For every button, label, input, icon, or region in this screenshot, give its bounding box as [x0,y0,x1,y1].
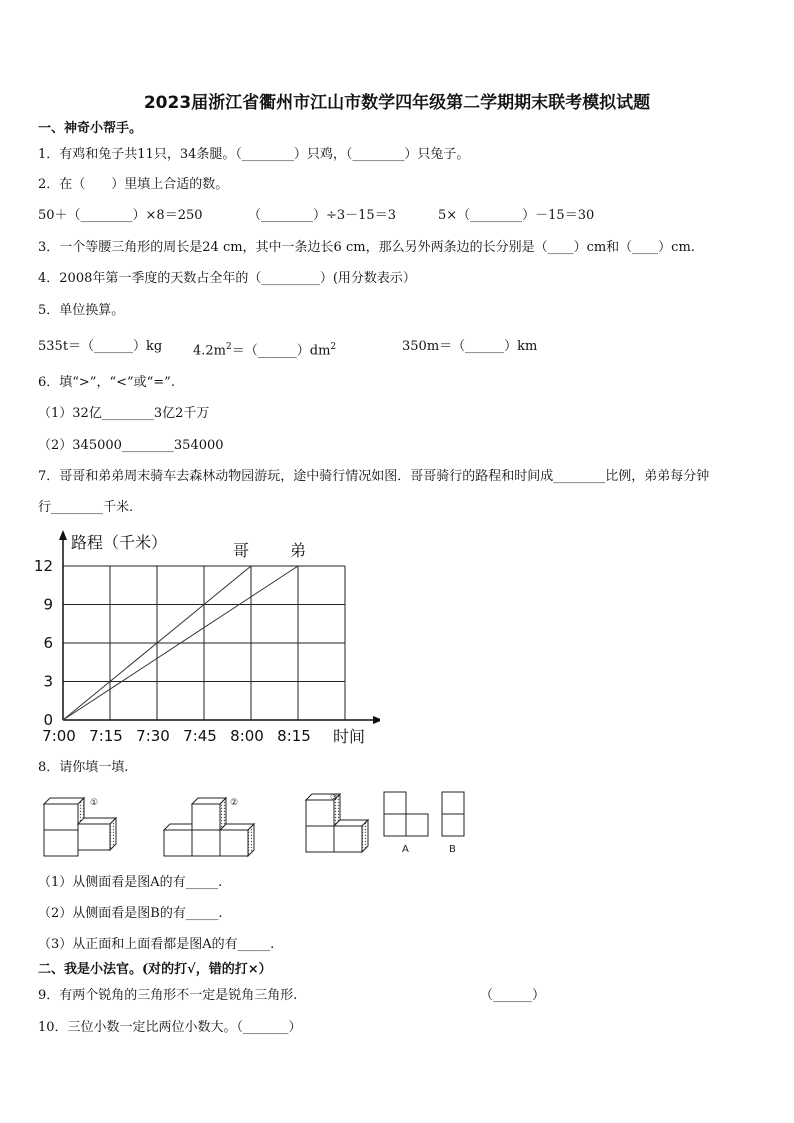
x-tick-label: 8:15 [277,727,311,745]
question-7-line1: 7．哥哥和弟弟周末骑车去森林动物园游玩，途中骑行情况如图．哥哥骑行的路程和时间成________比例，弟弟每分钟 [38,469,710,484]
x-tick-label: 7:45 [183,727,217,745]
question-6b: （2）345000________354000 [38,438,224,453]
figure-2-label: ② [230,798,239,808]
y-tick-label: 6 [43,634,53,652]
question-8-1: （1）从侧面看是图A的有_____. [38,875,223,890]
section-1-heading: 一、神奇小帮手。 [38,121,143,136]
question-8: 8．请你填一填. [38,760,129,775]
question-9: 9．有两个锐角的三角形不一定是锐角三角形. [38,988,298,1003]
y-axis-label: 路程（千米） [71,533,168,552]
view-A-label: A [402,844,409,855]
y-tick-label: 0 [43,711,53,729]
view-A [384,792,428,855]
series-label-2: 弟 [290,541,309,560]
question-3: 3．一个等腰三角形的周长是24 cm，其中一条边长6 cm，那么另外两条边的长分别是（____）cm和（____）cm. [38,240,695,255]
question-2c: 5×（________）－15＝30 [438,208,595,223]
y-tick-label: 3 [43,672,53,691]
cube-figure-1 [44,798,116,856]
question-5a: 535t＝（______）kg [38,339,163,354]
distance-time-chart [30,526,380,750]
x-tick-label: 7:15 [89,727,123,745]
figure-3-label: ③ [330,793,339,803]
question-4: 4．2008年第一季度的天数占全年的（_________）(用分数表示） [38,271,416,286]
question-5b-mid: ＝（______）dm [231,343,331,359]
cube-views-figure [40,786,480,862]
question-7-line2: 行________千米. [38,500,134,515]
y-tick-label: 12 [33,557,53,575]
question-5c: 350m＝（______）km [402,339,538,354]
question-5: 5．单位换算。 [38,303,125,318]
y-tick-label: 9 [43,595,53,614]
y-axis-arrow [59,530,67,540]
x-axis-label: 时间 [333,727,366,746]
x-axis-arrow [373,716,380,724]
question-6: 6．填“>”，“<”或“=”. [38,375,175,390]
view-B [442,792,464,855]
question-8-3: （3）从正面和上面看都是图A的有_____. [38,937,275,952]
x-tick-label: 8:00 [230,727,264,745]
question-2: 2．在（ ）里填上合适的数。 [38,177,229,192]
question-2b: （________）÷3－15＝3 [248,208,396,223]
x-tick-label: 7:00 [42,727,76,745]
question-5b-sup: 2 [226,342,232,352]
question-5b [193,339,336,359]
question-9-blank: （______） [480,988,546,1003]
question-5b-sup2: 2 [330,342,337,352]
question-6a: （1）32亿________3亿2千万 [38,406,210,421]
series-label-1: 哥 [233,541,252,560]
cube-figure-3 [306,793,368,852]
view-B-label: B [449,844,456,855]
figure-1-label: ① [90,798,99,808]
question-8-2: （2）从侧面看是图B的有_____. [38,906,223,921]
cube-figure-2 [164,798,254,856]
x-tick-label: 7:30 [136,727,170,745]
question-5b-prefix: 4.2m [193,343,227,359]
page-title: 2023届浙江省衢州市江山市数学四年级第二学期期末联考模拟试题 [143,93,651,113]
question-2a: 50＋（________）×8＝250 [38,208,203,223]
question-1: 1．有鸡和兔子共11只，34条腿。（________）只鸡，（________）只兔子。 [38,147,470,162]
question-10: 10．三位小数一定比两位小数大。（_______） [38,1020,302,1035]
section-2-heading: 二、我是小法官。(对的打√，错的打×） [38,962,272,977]
